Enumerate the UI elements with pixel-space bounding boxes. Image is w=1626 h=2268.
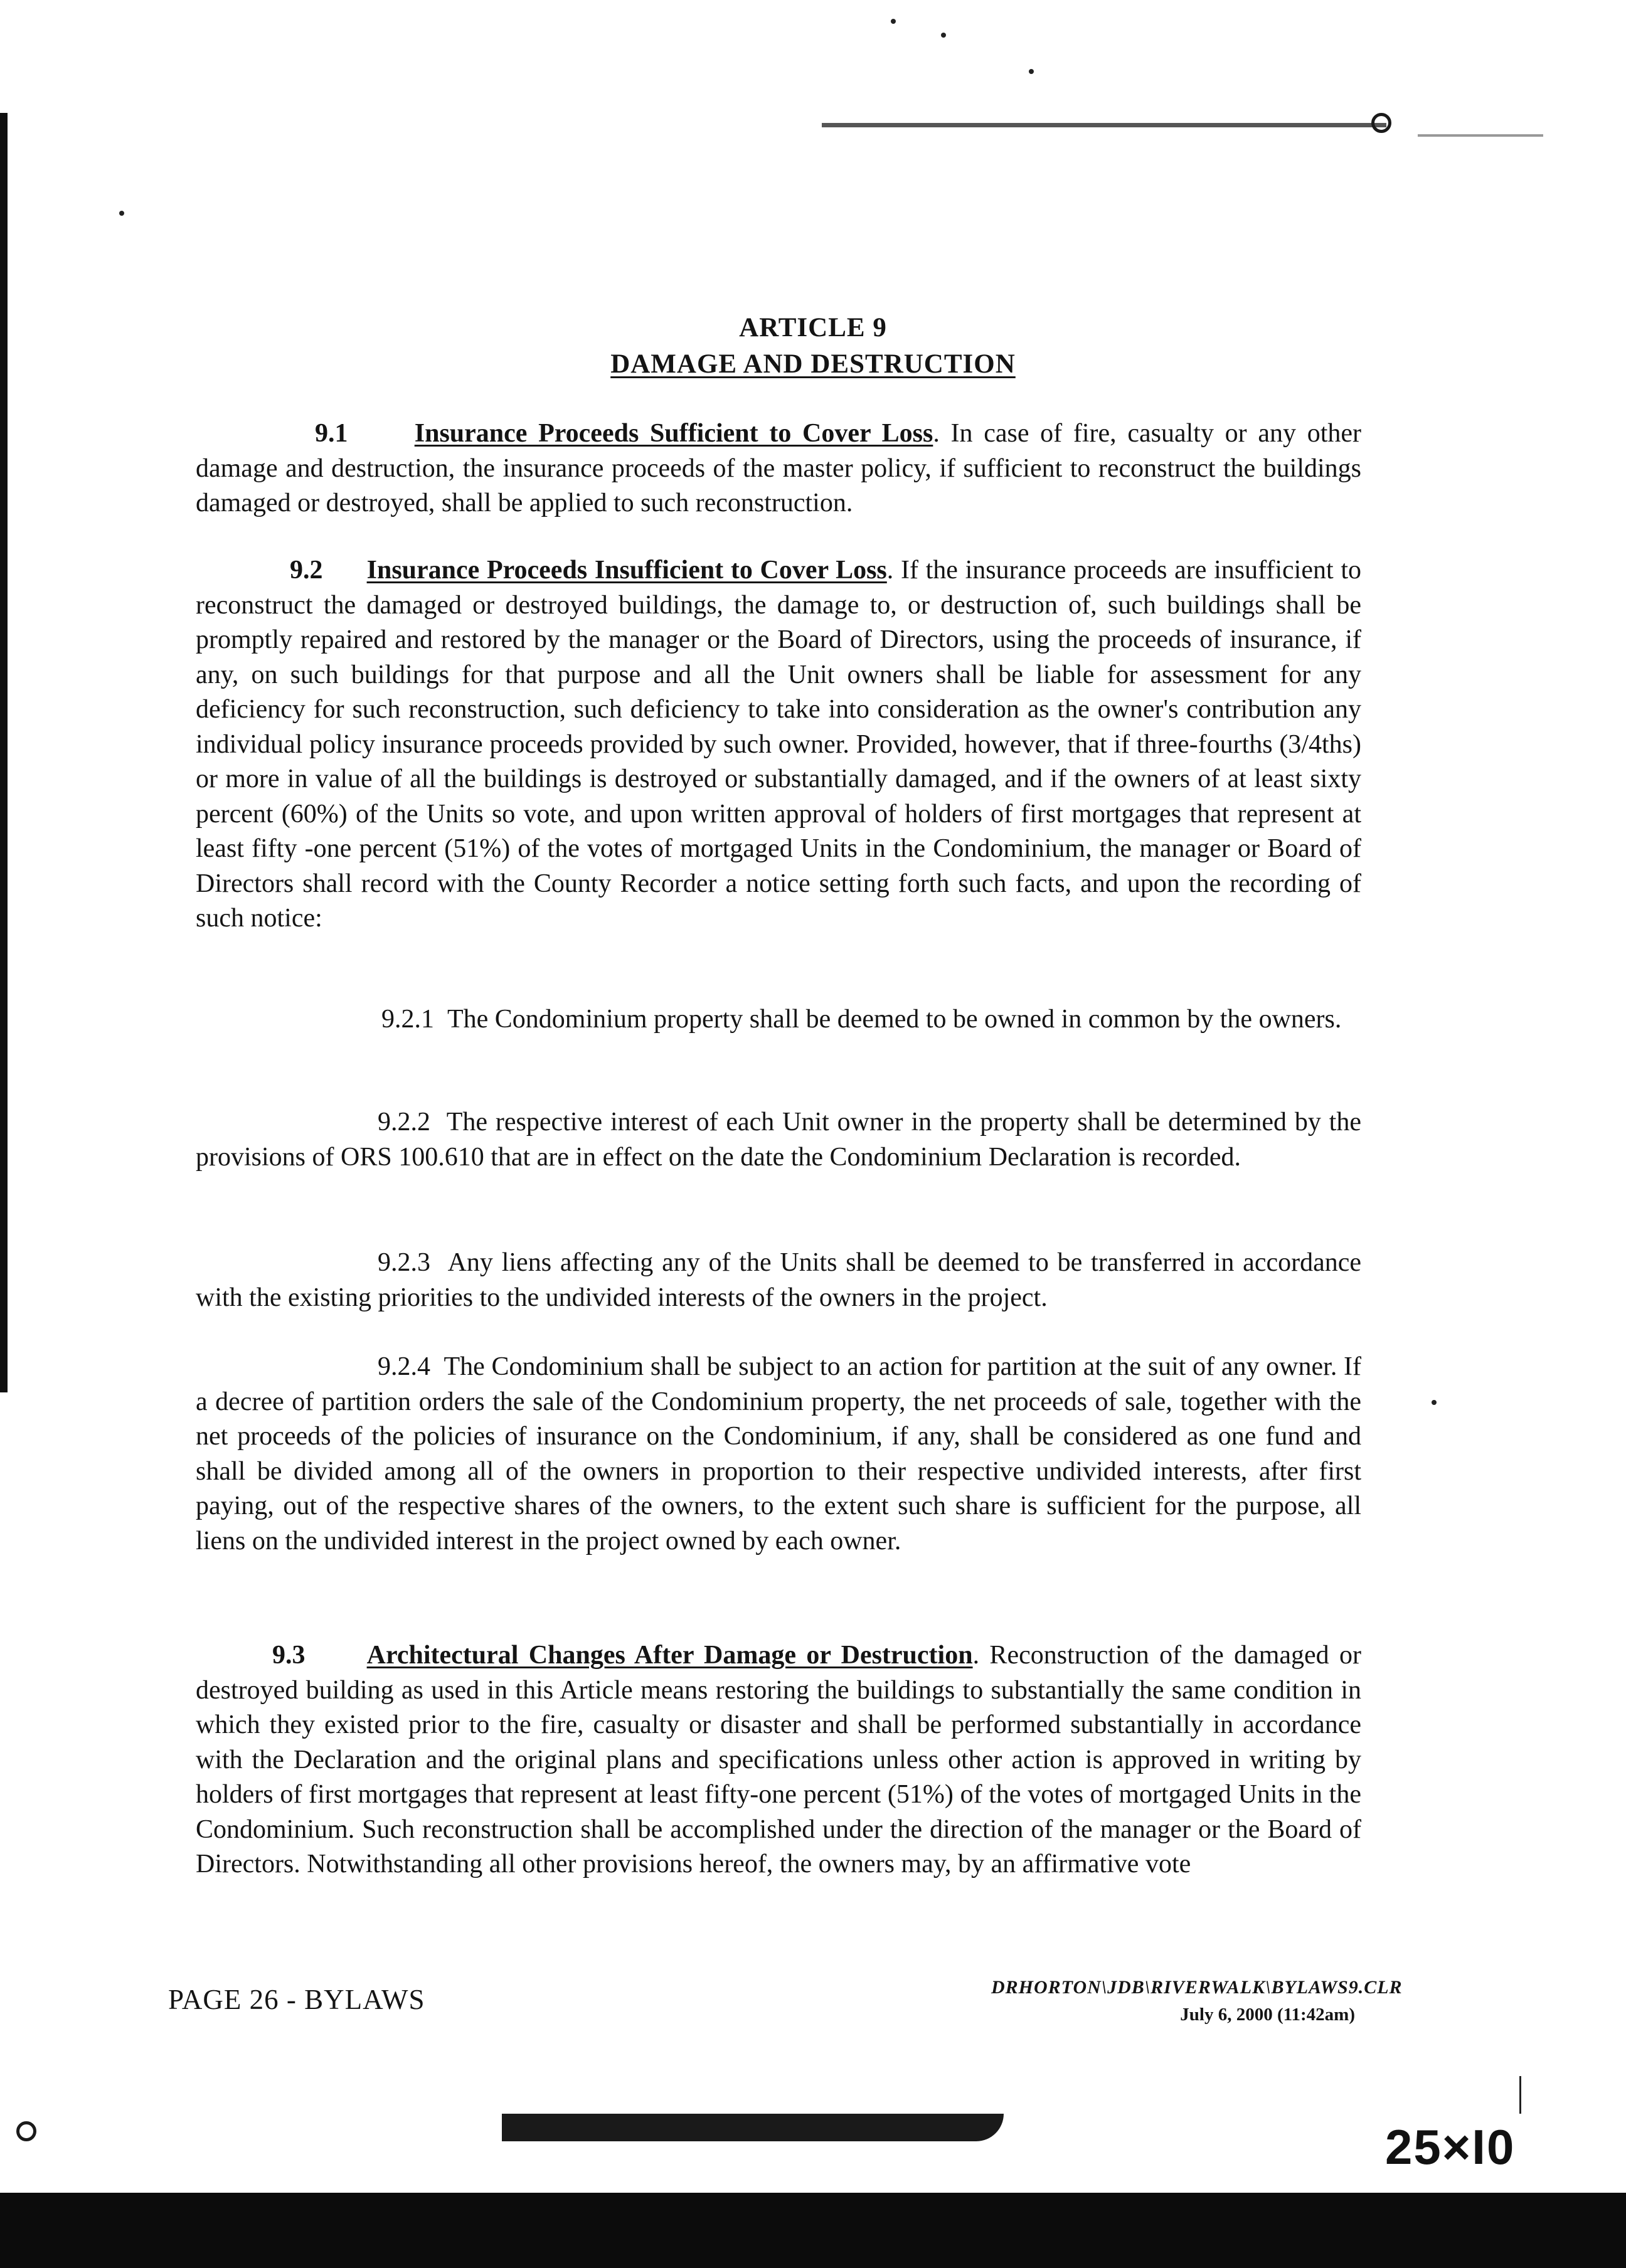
section-9-2-2: [196, 1105, 1361, 1175]
scan-artifact-margin: [0, 113, 8, 1392]
footer-file-info: [991, 1977, 1403, 2025]
scan-artifact-dot: [941, 33, 946, 38]
section-text: The Condominium property shall be deemed to be owned in common by the owners.: [447, 1005, 1342, 1034]
section-9-3: [196, 1638, 1361, 1882]
section-text: The respective interest of each Unit owner in the property shall be determined by the provisions of ORS 100.610 that are in effect on the date the Condominium Declaration is recorded.: [196, 1108, 1361, 1172]
section-caption: Insurance Proceeds Insufficient to Cover Loss: [366, 556, 887, 585]
page-footer-label: PAGE 26 - BYLAWS: [168, 1984, 425, 2015]
footer-file-path: DRHORTON\JDB\RIVERWALK\BYLAWS9.CLR: [991, 1977, 1403, 1998]
scan-artifact-dot: [1432, 1400, 1437, 1405]
scan-artifact-binding: [502, 2114, 1004, 2141]
section-number: 9.2.3: [378, 1248, 430, 1277]
section-9-2: [196, 553, 1361, 936]
footer-date: July 6, 2000 (11:42am): [1180, 2005, 1355, 2025]
scan-artifact-hole: [16, 2121, 36, 2141]
section-number: 9.2.1: [381, 1005, 434, 1034]
scan-artifact-line: [1418, 134, 1543, 137]
section-caption: Architectural Changes After Damage or Destruction: [366, 1641, 973, 1670]
section-9-2-4: [196, 1350, 1361, 1559]
scan-artifact-dot: [891, 19, 896, 24]
section-caption: Insurance Proceeds Sufficient to Cover Loss: [414, 419, 933, 448]
section-text: . If the insurance proceeds are insufficient to reconstruct the damaged or destroyed buildings, the damage to, or destruction of, such buildings shall be promptly repaired and restored by the manager or the Board of Directors, using the proceeds of insurance, if any, on such buildings for that purpose and all the Unit owners shall be liable for assessment for any deficiency for such reconstruction, such deficiency to take into consideration as the owner's contribution any individual policy insurance proceeds provided by such owner. Provided, however, that if three-fourths (3/4ths) or more in value of all the buildings is destroyed or substantially damaged, and if the owners of at least sixty percent (60%) of the Units so vote, and upon written approval of holders of first mortgages that represent at least fifty -one percent (51%) of the votes of mortgaged Units in the Condominium, the manager or Board of Directors shall record with the County Recorder a notice setting forth such facts, and upon the recording of such notice:: [196, 556, 1361, 933]
section-number: 9.1: [315, 419, 348, 448]
article-number: ARTICLE 9: [739, 313, 887, 342]
section-text: Any liens affecting any of the Units shall be deemed to be transferred in accordance with the existing priorities to the undivided interests of the owners in the project.: [196, 1248, 1362, 1312]
scan-artifact-mark: [1519, 2076, 1521, 2114]
scan-artifact-hole: [1371, 113, 1391, 133]
section-9-2-1: [196, 1002, 1361, 1037]
section-text: The Condominium shall be subject to an action for partition at the suit of any owner. If a decree of partition orders the sale of the Condominium property, the net proceeds of sale, together with the net proceeds of the policies of insurance on the Condominium, if any, shall be considered as one fund and shall be divided among all of the owners in proportion to their respective undivided interests, after first paying, out of the respective shares of the owners, to the extent such share is sufficient for the purpose, all liens on the undivided interest in the project owned by each owner.: [196, 1352, 1362, 1555]
scan-artifact-line: [822, 123, 1386, 127]
article-title: DAMAGE AND DESTRUCTION: [610, 349, 1016, 379]
section-9-2-3: [196, 1246, 1361, 1315]
section-number: 9.2: [290, 556, 323, 585]
section-text: . Reconstruction of the damaged or destroyed building as used in this Article means restoring the buildings to substantially the same condition in which they existed prior to the fire, casualty or disaster and shall be performed substantially in accordance with the Declaration and the original plans and specifications unless other action is approved in writing by holders of first mortgages that represent at least fifty-one percent (51%) of the votes of mortgaged Units in the Condominium. Such reconstruction shall be accomplished under the direction of the manager or the Board of Directors. Notwithstanding all other provisions hereof, the owners may, by an affirmative vote: [196, 1641, 1362, 1879]
scan-artifact-edge: [0, 2193, 1626, 2268]
section-number: 9.2.2: [378, 1108, 430, 1137]
section-9-1: [196, 416, 1361, 521]
section-number: 9.3: [272, 1641, 306, 1670]
microfilm-stamp: 25×I0: [1385, 2119, 1516, 2175]
scan-artifact-dot: [119, 211, 124, 216]
section-text: . In case of fire, casualty or any other damage and destruction, the insurance proceeds of the master policy, if sufficient to reconstruct the buildings damaged or destroyed, shall be applied to such reconstruction.: [196, 419, 1362, 517]
section-number: 9.2.4: [378, 1352, 430, 1381]
scan-artifact-dot: [1029, 69, 1034, 74]
